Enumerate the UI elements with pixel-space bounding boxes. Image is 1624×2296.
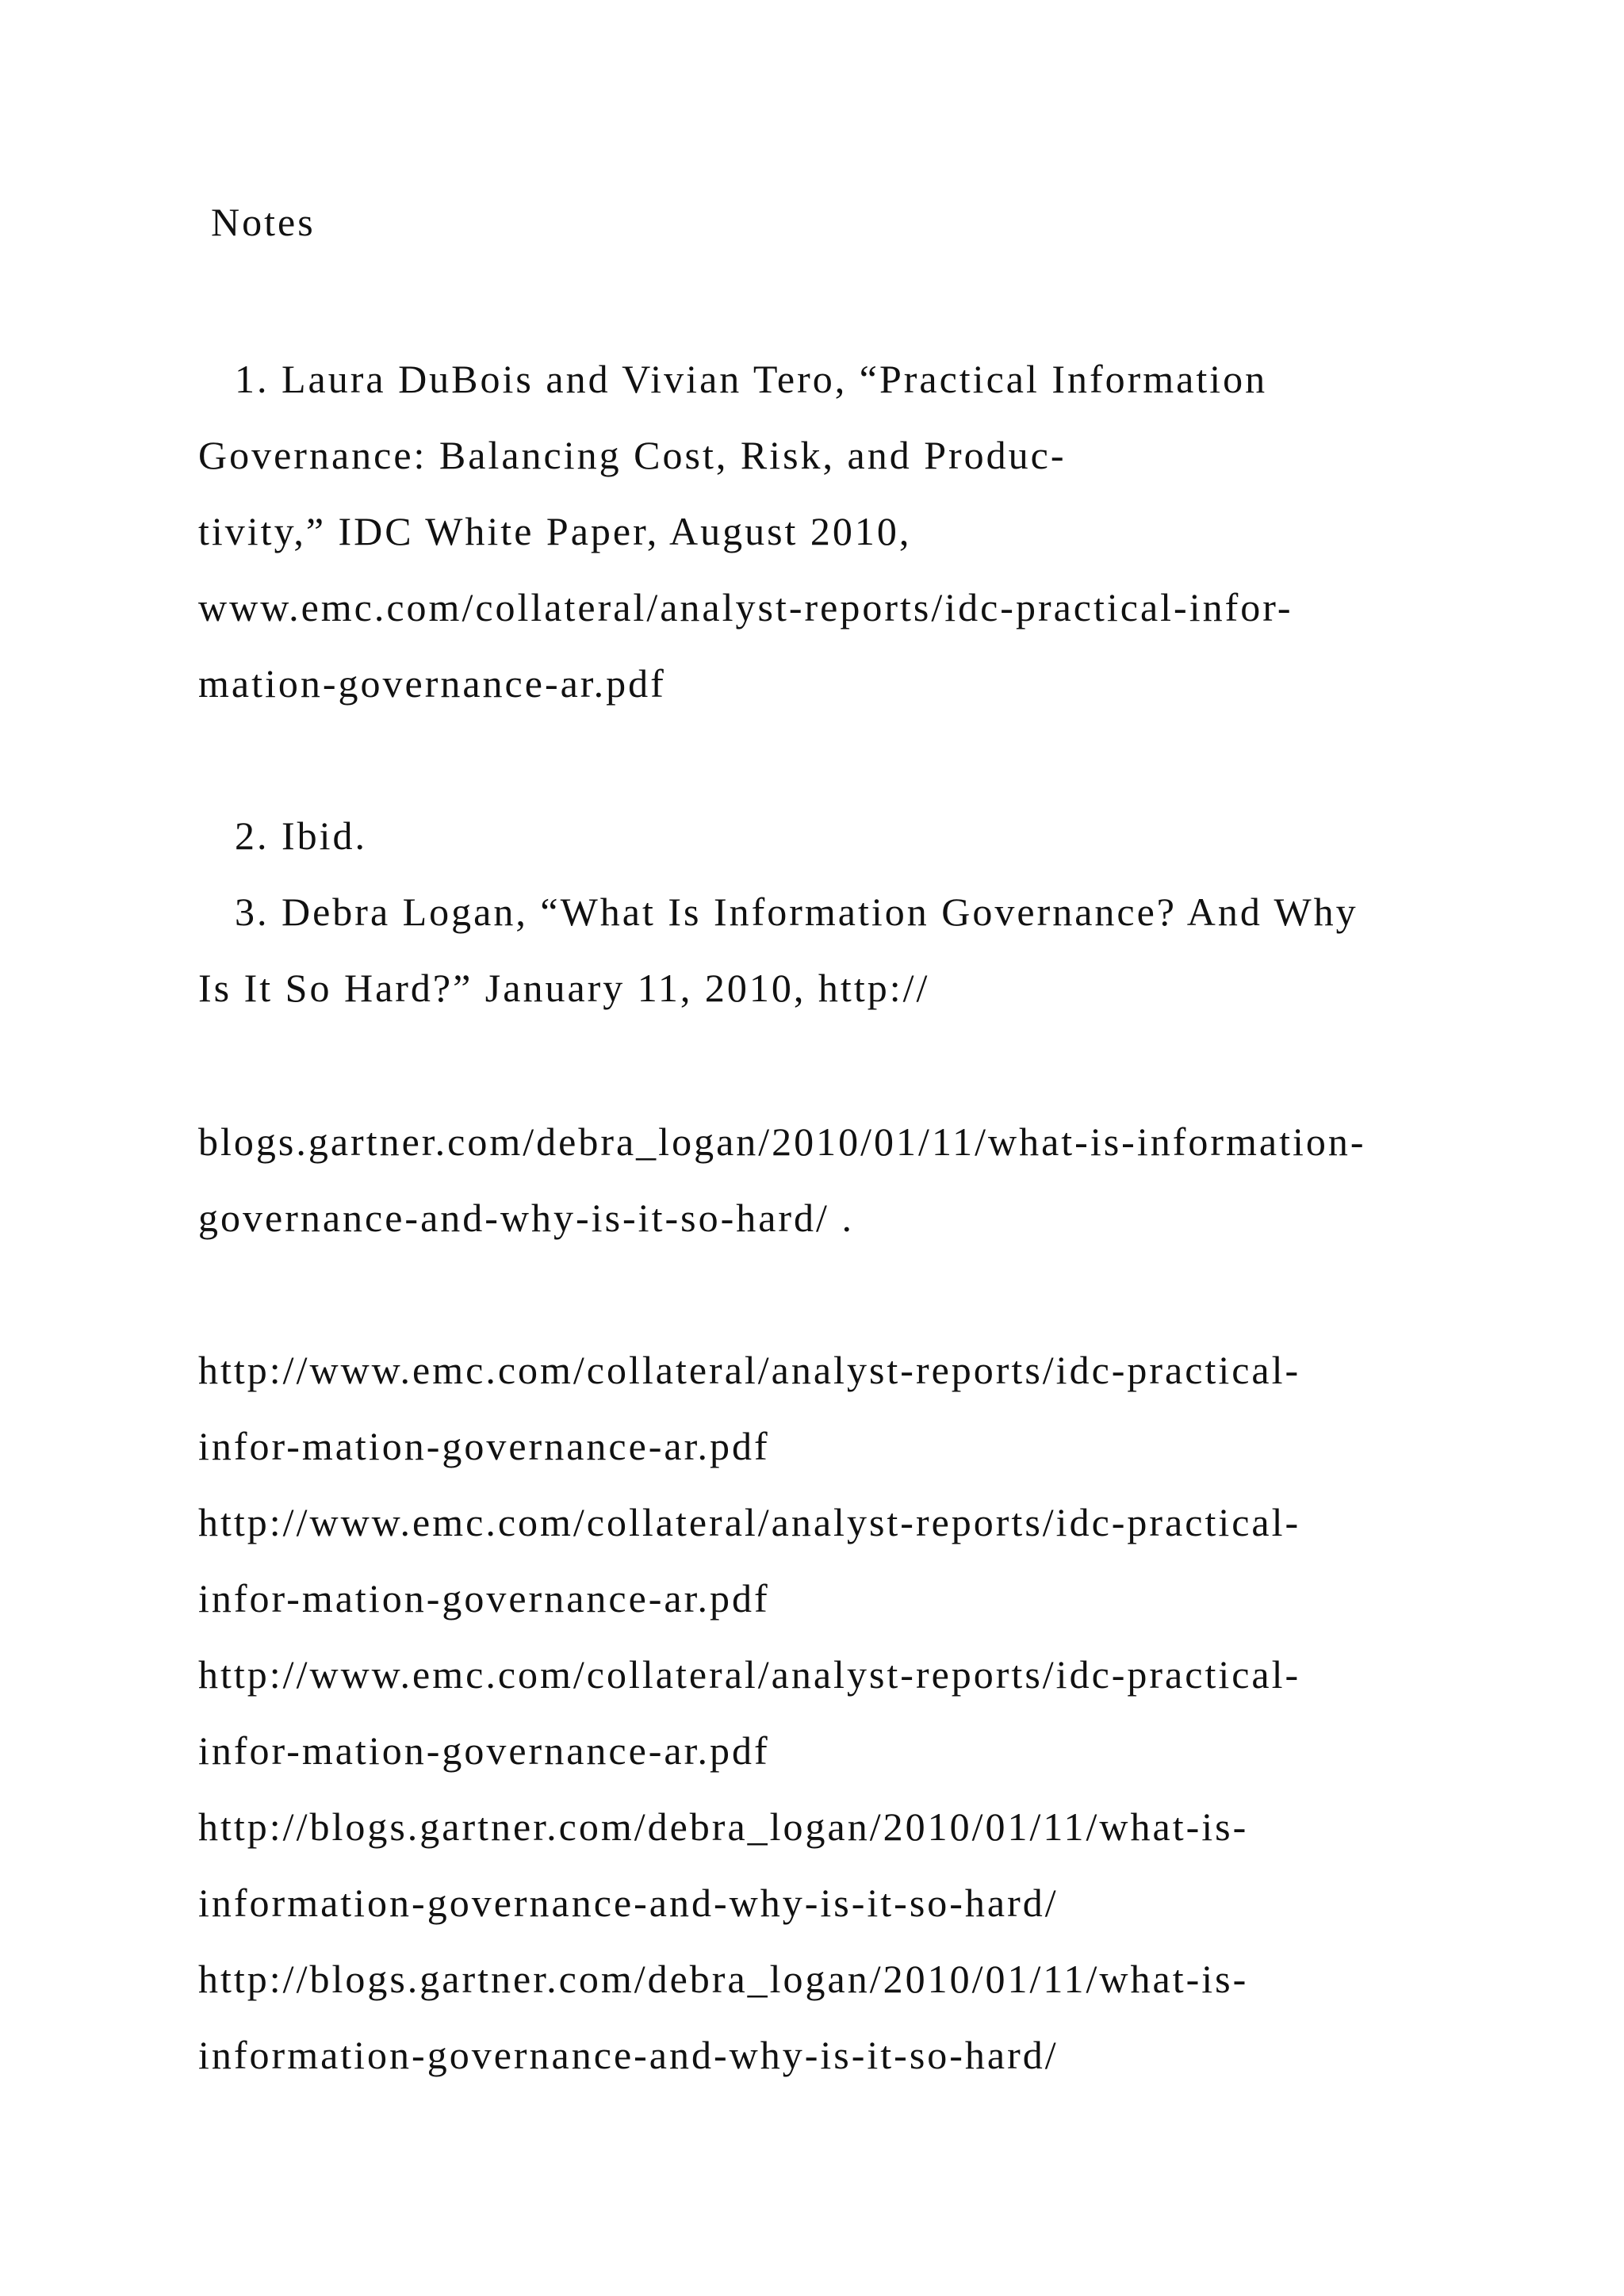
note-1-line-5: mation-governance-ar.pdf (198, 661, 666, 706)
link-1-line-1: http://www.emc.com/collateral/analyst-reports/idc-practical- (198, 1348, 1301, 1392)
note-3-line-3: blogs.gartner.com/debra_logan/2010/01/11/what-is-information- (198, 1119, 1366, 1164)
note-3-line-4: governance-and-why-is-it-so-hard/ . (198, 1196, 854, 1240)
note-1-line-4: www.emc.com/collateral/analyst-reports/idc-practical-infor- (198, 585, 1293, 629)
link-3-line-1: http://www.emc.com/collateral/analyst-reports/idc-practical- (198, 1652, 1301, 1697)
note-2-line-1: 2. Ibid. (235, 813, 368, 858)
note-1-line-1: 1. Laura DuBois and Vivian Tero, “Practical Information (235, 357, 1268, 401)
link-2-line-1: http://www.emc.com/collateral/analyst-reports/idc-practical- (198, 1500, 1301, 1544)
link-4-line-1: http://blogs.gartner.com/debra_logan/2010/01/11/what-is- (198, 1804, 1249, 1849)
link-4-line-2: information-governance-and-why-is-it-so-hard/ (198, 1881, 1059, 1925)
link-3-line-2: infor-mation-governance-ar.pdf (198, 1728, 770, 1773)
note-1-line-3: tivity,” IDC White Paper, August 2010, (198, 509, 912, 553)
link-2-line-2: infor-mation-governance-ar.pdf (198, 1576, 770, 1621)
link-1-line-2: infor-mation-governance-ar.pdf (198, 1424, 770, 1468)
note-1-line-2: Governance: Balancing Cost, Risk, and Produc- (198, 433, 1067, 477)
page-title: Notes (211, 200, 316, 244)
note-3-line-2: Is It So Hard?” January 11, 2010, http:// (198, 966, 930, 1010)
link-5-line-1: http://blogs.gartner.com/debra_logan/2010/01/11/what-is- (198, 1957, 1249, 2001)
note-3-line-1: 3. Debra Logan, “What Is Information Governance? And Why (235, 890, 1358, 934)
link-5-line-2: information-governance-and-why-is-it-so-hard/ (198, 2033, 1059, 2077)
